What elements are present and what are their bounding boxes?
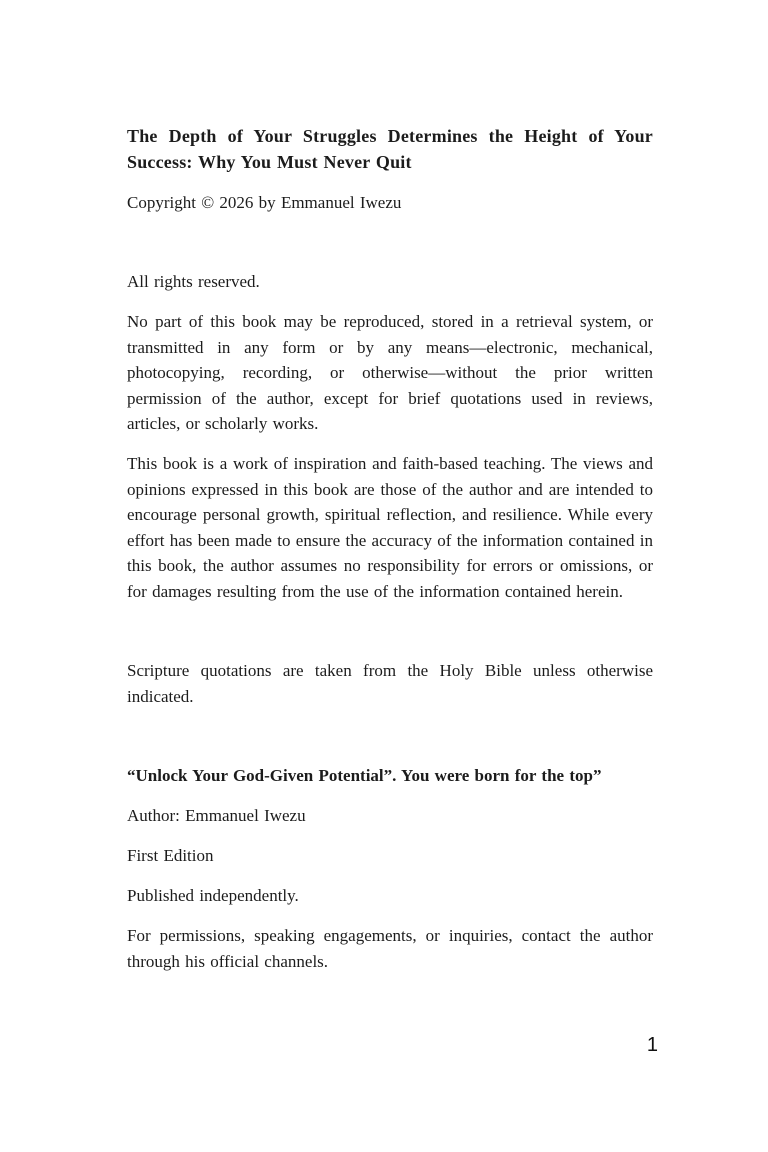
disclaimer-paragraph: This book is a work of inspiration and faith-based teaching. The views and opinions expressed in this book are those of the author and are intended to encourage personal growth, spiritual reflection, and resilience. While every effort has been made to ensure the accuracy of the information contained in this book, the author assumes no responsibility for errors or omissions, or for damages resulting from the use of the information contained herein. [127, 454, 653, 601]
author-line: Author: Emmanuel Iwezu [127, 806, 306, 825]
edition-line: First Edition [127, 846, 214, 865]
page-content [127, 124, 653, 989]
copyright-line: Copyright © 2026 by Emmanuel Iwezu [127, 192, 402, 212]
publisher-line: Published independently. [127, 886, 299, 905]
scripture-note: Scripture quotations are taken from the Holy Bible unless otherwise indicated. [127, 661, 653, 706]
contact-paragraph: For permissions, speaking engagements, or inquiries, contact the author through his official channels. [127, 926, 653, 971]
reproduction-notice: No part of this book may be reproduced, stored in a retrieval system, or transmitted in any form or by any means—electronic, mechanical, photocopying, recording, or otherwise—without the prior written permission of the author, except for brief quotations used in reviews, articles, or scholarly works. [127, 312, 653, 433]
rights-reserved-line: All rights reserved. [127, 272, 260, 291]
book-title: The Depth of Your Struggles Determines the Height of Your Success: Why You Must Never Quit [127, 126, 653, 172]
tagline: “Unlock Your God-Given Potential”. You were born for the top” [127, 766, 602, 785]
page-number: 1 [646, 1034, 658, 1056]
